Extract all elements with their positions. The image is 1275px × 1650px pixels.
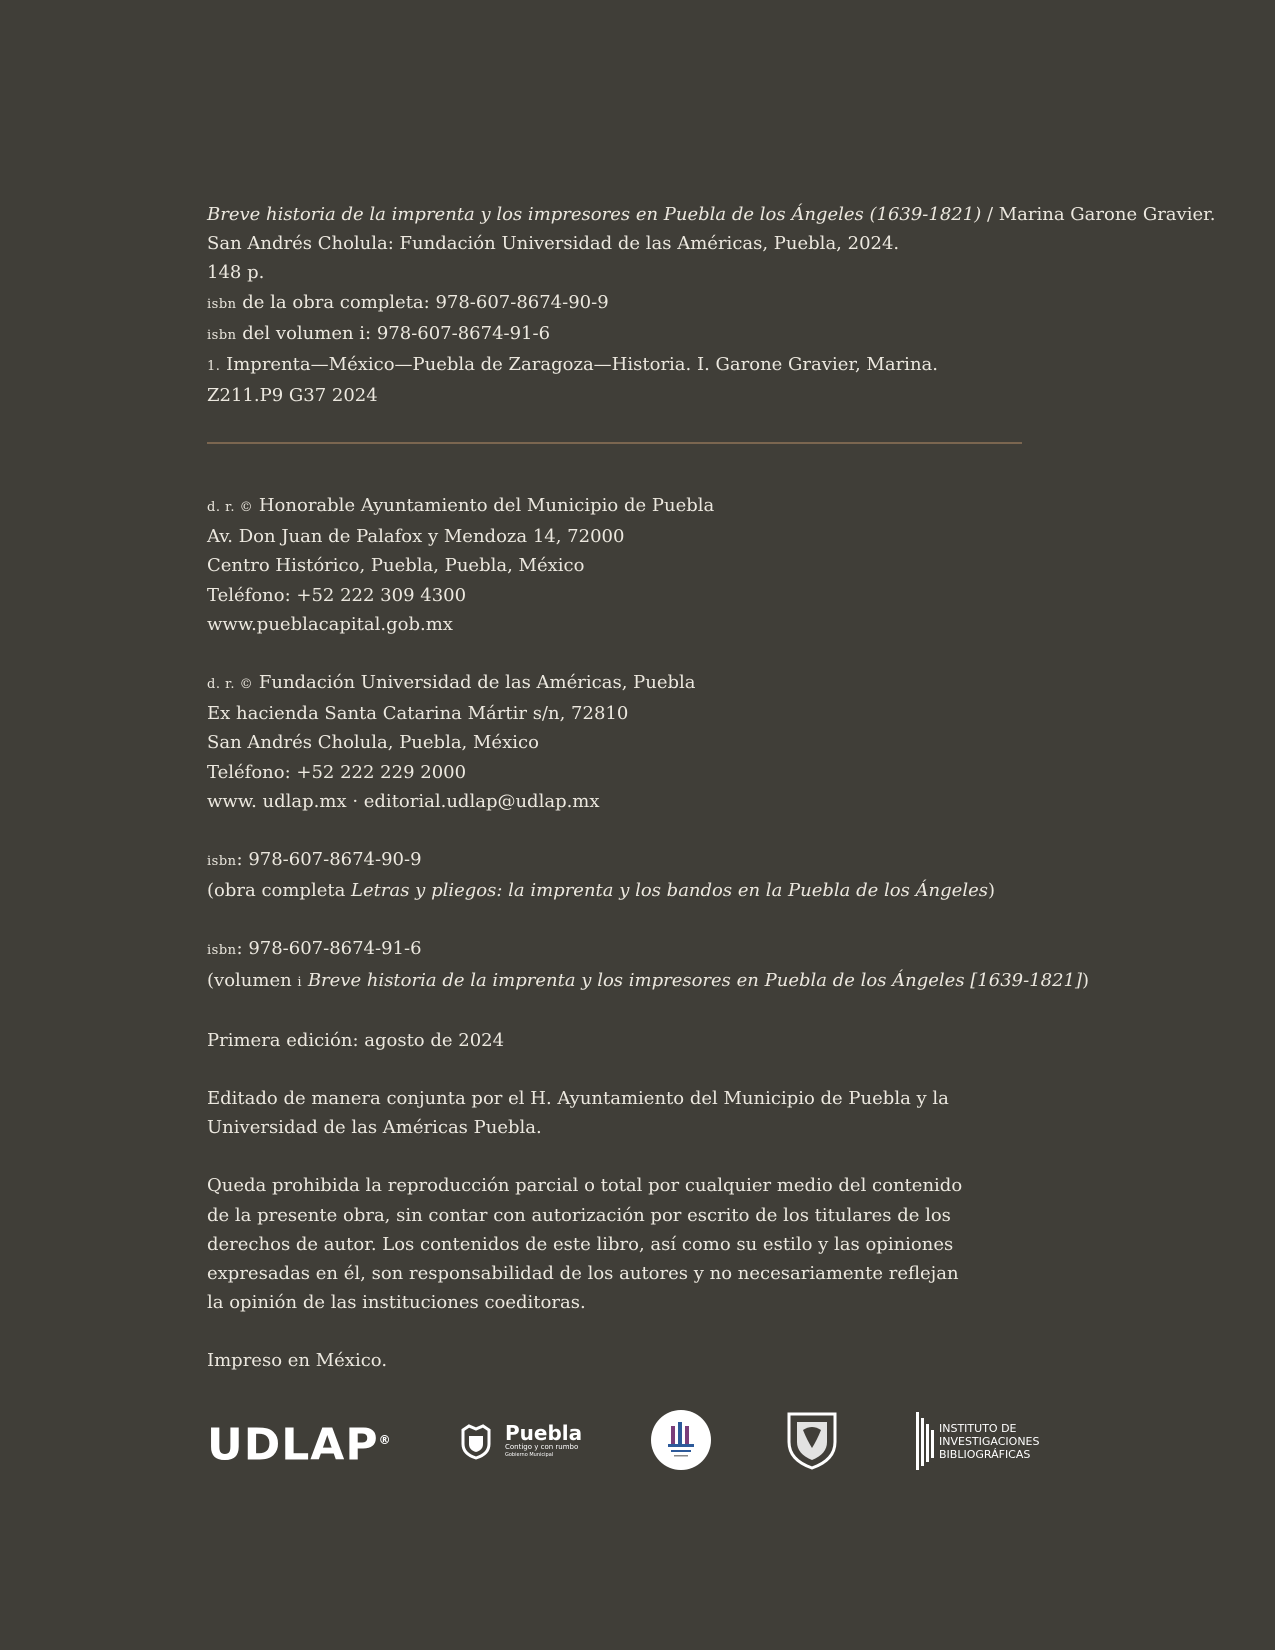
isbn-value: : 978-607-8674-90-9: [236, 849, 422, 871]
registered-mark: ®: [378, 1433, 392, 1447]
isbn-volume-description: [207, 966, 1090, 997]
isbn-complete-description: [207, 876, 1022, 905]
iib-line-1: INSTITUTO DE: [939, 1421, 1017, 1435]
rights-holder-line: [207, 491, 1022, 522]
iib-columns-icon: [915, 1410, 935, 1472]
iib-logo: [915, 1410, 1040, 1472]
catalog-record: [207, 200, 1216, 410]
puebla-text: [505, 1423, 582, 1459]
subjects-text: Imprenta—México—Puebla de Zaragoza—Historia. I. Garone Gravier, Marina.: [220, 354, 938, 376]
isbn-complete-line: [207, 288, 1022, 319]
classification: Z211.P9 G37 2024: [207, 385, 378, 407]
isbn-value: del volumen i: 978-607-8674-91-6: [236, 322, 551, 344]
rights-holder-line: [207, 668, 1022, 699]
catalog-title-line: [207, 200, 1216, 229]
edition: Primera edición: agosto de 2024: [207, 1029, 505, 1051]
desc-suffix: ): [987, 880, 996, 902]
udlap-logo: [207, 1418, 392, 1471]
address: Av. Don Juan de Palafox y Mendoza 14, 72000: [207, 526, 625, 548]
publisher-logos: [207, 1408, 1040, 1474]
subjects-line: [207, 350, 1022, 381]
address: Ex hacienda Santa Catarina Mártir s/n, 72810: [207, 703, 629, 725]
legal-notice: Queda prohibida la reproducción parcial o total por cualquier medio del contenido de la presente obra, sin contar con autorización por escrito de los titulares de los derechos de autor. Los contenidos de este libro, así como su estilo y las opiniones expresadas en él, son responsabilidad de los autores y no necesariamente reflejan la opinión de las instituciones coeditoras.: [207, 1175, 963, 1314]
work-title: Letras y pliegos: la imprenta y los bandos en la Puebla de los Ángeles: [351, 880, 988, 902]
isbn-complete: [207, 845, 1022, 905]
archive-building-icon: [651, 1410, 711, 1470]
iib-text: [939, 1422, 1040, 1461]
isbn-volume-line: [207, 319, 1022, 350]
unam-crest-icon: [783, 1408, 841, 1470]
publisher-line: San Andrés Cholula: Fundación Universidad de las Américas, Puebla, 2024.: [207, 233, 900, 255]
subject-number: 1.: [207, 359, 221, 375]
printed-in: Impreso en México.: [207, 1350, 388, 1372]
page-count: 148 p.: [207, 262, 265, 284]
puebla-logo: [457, 1422, 582, 1460]
puebla-tagline: Contigo y con rumbo: [505, 1443, 579, 1451]
dr-label: d. r. ©: [207, 677, 254, 693]
puebla-government: Gobierno Municipal: [505, 1452, 554, 1458]
iib-line-2: INVESTIGACIONES: [939, 1434, 1040, 1448]
dr-label: d. r. ©: [207, 500, 254, 515]
puebla-wordmark: Puebla: [505, 1421, 583, 1445]
desc-prefix: (obra completa: [207, 880, 352, 902]
unam-logo: [783, 1408, 841, 1474]
isbn-volume: [207, 934, 1090, 996]
divider: [207, 442, 1022, 444]
rights-udlap: [207, 668, 1022, 816]
volume-number: i: [297, 974, 303, 990]
city: Centro Histórico, Puebla, Puebla, México: [207, 555, 585, 577]
rights-ayuntamiento: [207, 491, 1022, 639]
website: www.pueblacapital.gob.mx: [207, 613, 453, 635]
isbn-label: isbn: [207, 327, 237, 343]
puebla-shield-icon: [457, 1422, 495, 1460]
phone: Teléfono: +52 222 309 4300: [207, 584, 467, 606]
volume-title: Breve historia de la imprenta y los impresores en Puebla de los Ángeles [1639-1821]: [302, 969, 1083, 991]
isbn-label: isbn: [207, 854, 237, 870]
author: / Marina Garone Gravier.: [981, 204, 1216, 225]
phone: Teléfono: +52 222 229 2000: [207, 761, 467, 783]
archive-circle-logo: [651, 1410, 711, 1470]
isbn-label: isbn: [207, 943, 237, 959]
rights-section: [207, 491, 1090, 1376]
isbn-value: : 978-607-8674-91-6: [236, 938, 422, 960]
city: San Andrés Cholula, Puebla, México: [207, 732, 539, 754]
holder-name: Fundación Universidad de las Américas, Puebla: [253, 672, 696, 694]
website-email: www. udlap.mx · editorial.udlap@udlap.mx: [207, 790, 600, 812]
book-title: Breve historia de la imprenta y los impresores en Puebla de los Ángeles (1639-1821): [207, 204, 982, 225]
desc-prefix: (volumen: [207, 969, 298, 991]
desc-suffix: ): [1082, 969, 1090, 991]
joint-edition-note: Editado de manera conjunta por el H. Ayuntamiento del Municipio de Puebla y la Universidad de las Américas Puebla.: [207, 1088, 949, 1139]
isbn-volume-number: [207, 934, 1022, 965]
isbn-complete-number: [207, 845, 1022, 876]
isbn-value: de la obra completa: 978-607-8674-90-9: [236, 291, 609, 313]
iib-line-3: BIBLIOGRÁFICAS: [939, 1447, 1031, 1461]
isbn-label: isbn: [207, 296, 237, 312]
udlap-wordmark: UDLAP: [207, 1419, 379, 1471]
holder-name: Honorable Ayuntamiento del Municipio de Puebla: [253, 495, 715, 516]
